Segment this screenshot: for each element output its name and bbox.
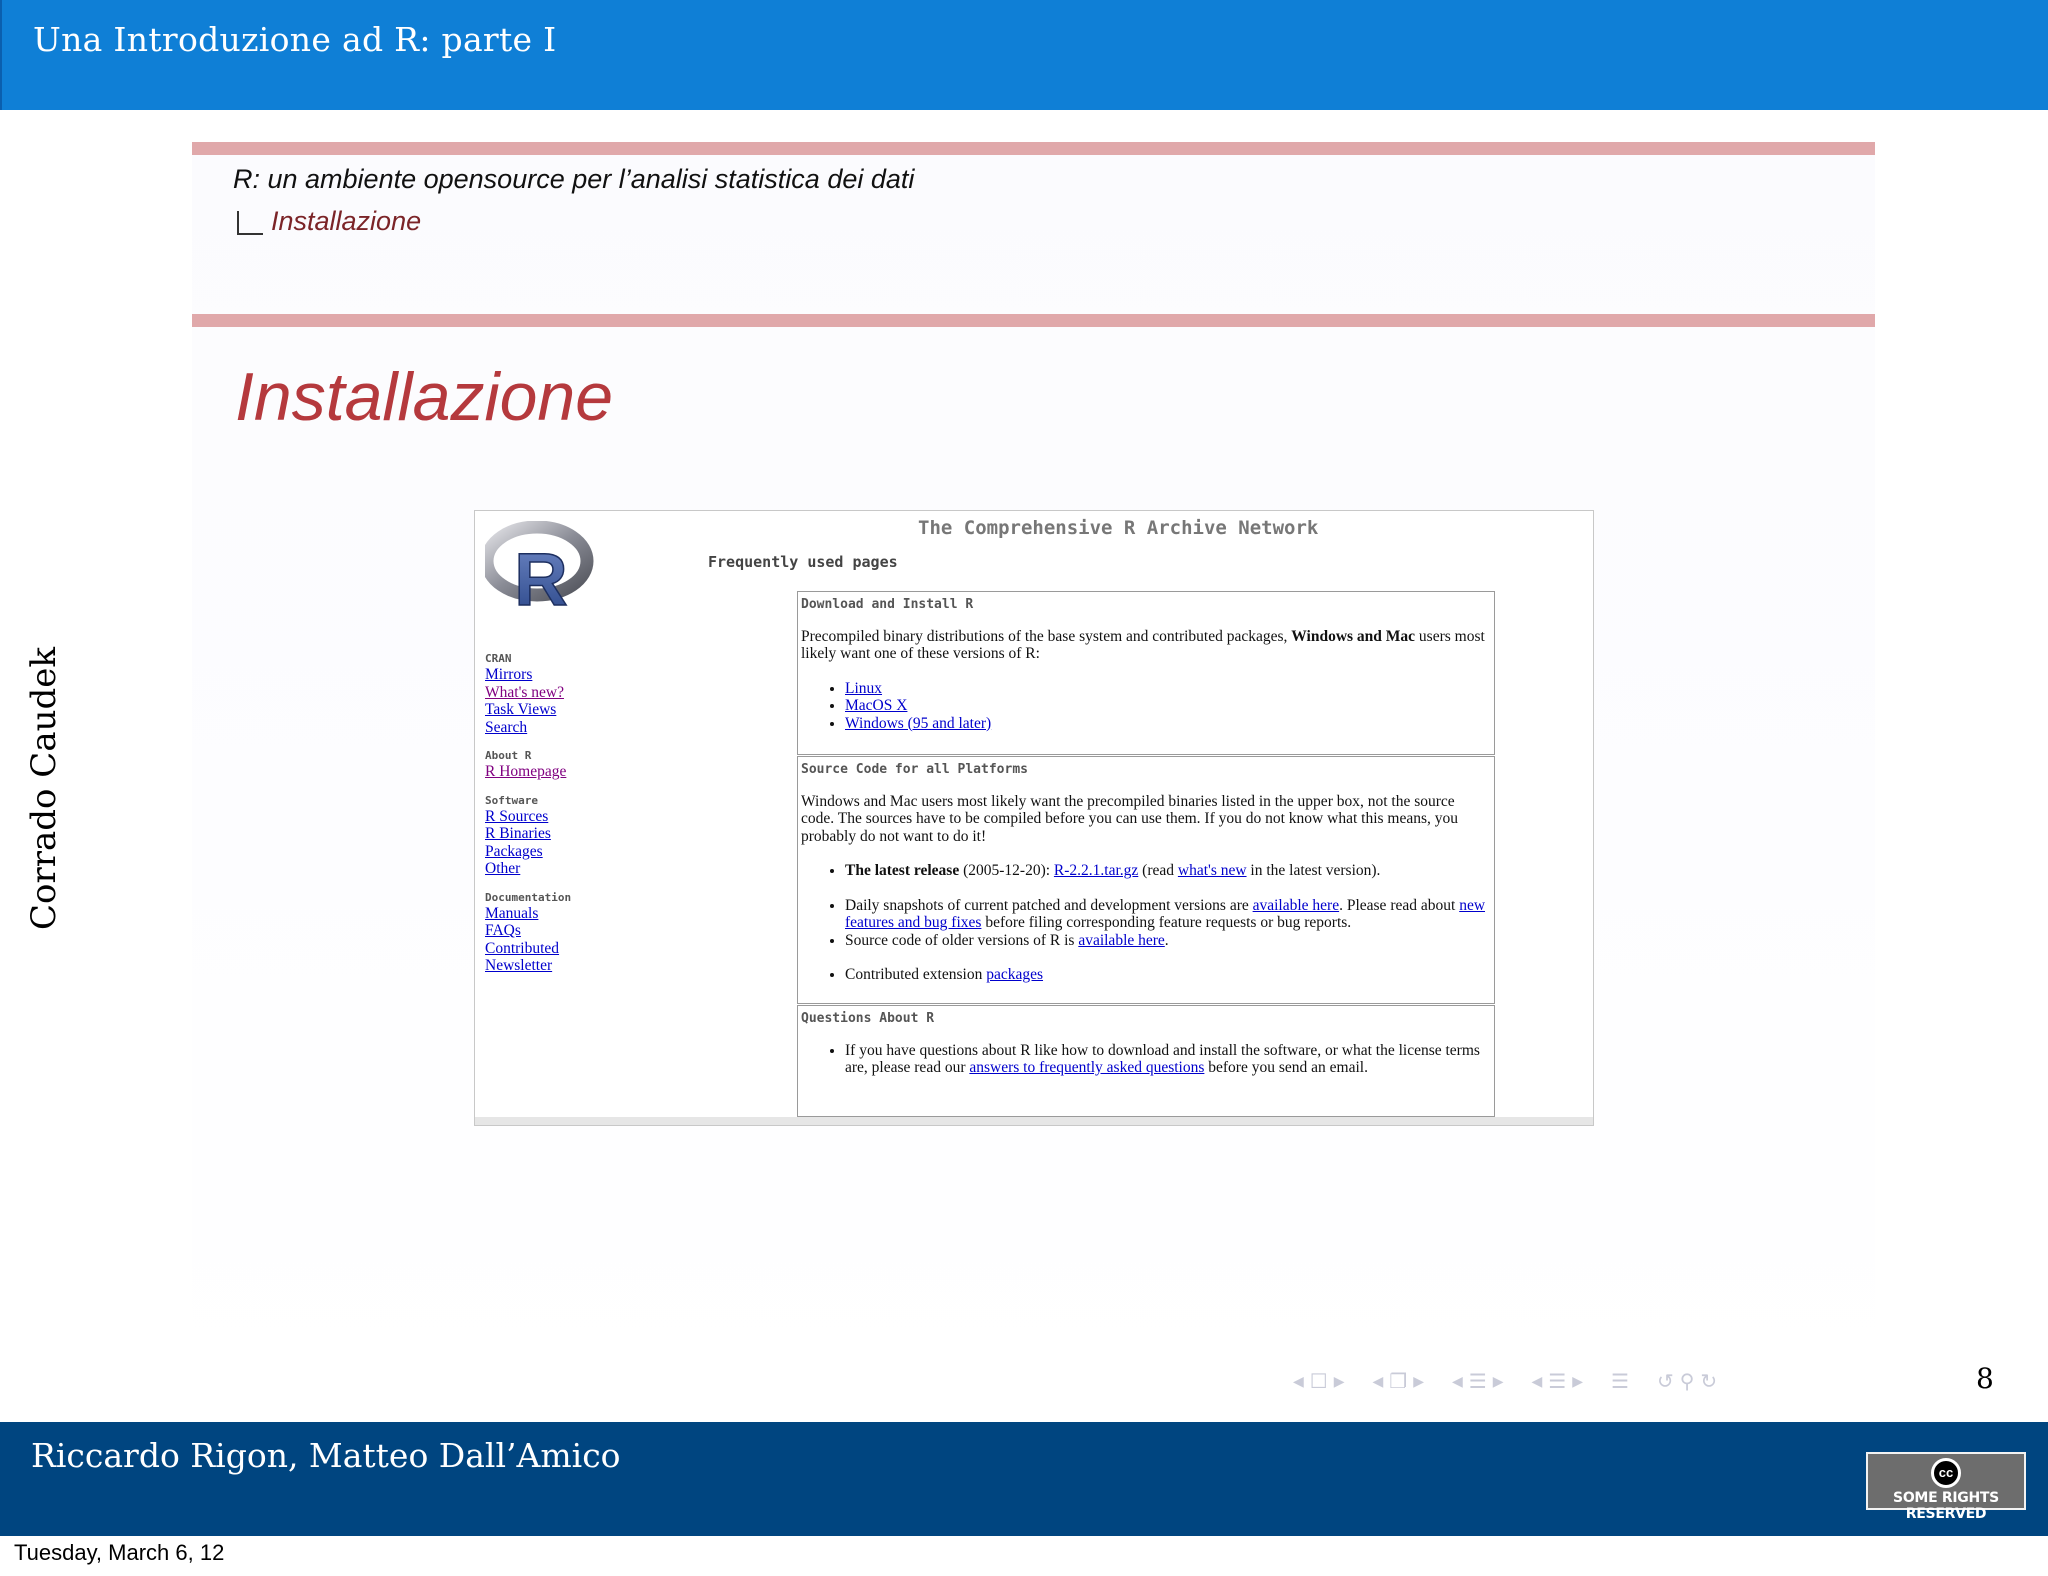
new-features-link[interactable]: new features and bug fixes [845,896,1486,931]
forward-icon[interactable]: ↻ [1700,1370,1718,1393]
download-list [801,680,1491,733]
nav-link-task-views[interactable]: Task Views [485,701,557,718]
frame-icon[interactable]: ☐ [1309,1370,1328,1393]
questions-list [801,1042,1491,1077]
breadcrumb-connector-icon [237,211,263,235]
breadcrumb-section: R: un ambiente opensource per l’analisi statistica dei dati [233,164,915,194]
nav-search-group[interactable] [1654,1369,1720,1394]
nav-link-mirrors[interactable]: Mirrors [485,666,533,683]
screenshot-scrollbar [475,1117,1593,1125]
cran-screenshot [474,510,1594,1126]
breadcrumb-top-divider [192,142,1875,155]
nav-header-documentation: Documentation [485,890,572,904]
slide-title: Installazione [235,359,614,435]
sidebar-author: Corrado Caudek [24,647,64,930]
r-logo-icon [485,521,595,613]
nav-section-group[interactable] [1449,1369,1507,1394]
nav-header-software: Software [485,793,538,807]
nav-header-cran: CRAN [485,652,512,665]
download-header: Download and Install R [801,597,974,612]
nav-link-faqs[interactable]: FAQs [485,922,521,939]
contributed-packages-link[interactable]: packages [986,966,1044,983]
cc-icon: cc [1931,1458,1961,1488]
list-item [845,715,1491,733]
latest-release-link[interactable]: R-2.2.1.tar.gz [1053,862,1139,879]
breadcrumb-bottom-divider [192,314,1875,327]
nav-link-r-binaries[interactable]: R Binaries [485,825,551,842]
whats-new-link[interactable]: what's new [1177,862,1247,879]
source-intro: Windows and Mac users most likely want the precompiled binaries listed in the upper box, not the source code. The sources have to be compiled before you can use them. If you do not know what this means, you probably do not want to do it! [801,792,1459,845]
section-icon[interactable]: ☰ [1468,1370,1487,1393]
nav-link-manuals[interactable]: Manuals [485,904,539,922]
source-list [801,862,1491,984]
nav-link-packages[interactable]: Packages [485,842,543,860]
search-icon[interactable]: ⚲ [1679,1370,1695,1393]
arrow-right-icon[interactable]: ▶ [1413,1372,1424,1389]
nav-link-contributed[interactable]: Contributed [485,939,560,957]
daily-snapshots-link[interactable]: available here [1252,896,1340,914]
nav-link-whats-new[interactable]: What's new? [485,683,564,701]
breadcrumb-subsection: Installazione [237,206,421,237]
arrow-right-icon[interactable]: ▶ [1333,1372,1345,1389]
frequently-used-heading: Frequently used pages [708,553,898,571]
list-item: • Daily snapshots of current patched and development versions are available here. Please read about new features and bug fixes before filing corresponding feature requests or bug reports. [845,897,1491,932]
cc-license-badge[interactable] [1866,1452,2026,1522]
list-item [845,697,1491,715]
license-text: SOME RIGHTS RESERVED [1893,1490,1999,1522]
list-item [845,680,1491,698]
part-icon[interactable]: ☰ [1548,1370,1567,1393]
faq-link[interactable]: answers to frequently asked questions [969,1059,1205,1076]
presentation-title: Una Introduzione ad R: parte I [33,20,557,59]
download-text: Precompiled binary distributions of the base system and contributed packages, Windows and Mac users most likely want one of these versions of R: [801,627,1485,662]
download-box [797,591,1495,755]
older-versions-link[interactable]: available here [1078,931,1165,949]
nav-doc-group[interactable] [1608,1369,1632,1394]
source-box [797,756,1495,1004]
nav-link-search[interactable]: Search [485,718,528,736]
svg-text:R: R [514,538,568,613]
questions-box [797,1005,1495,1117]
cran-title: The Comprehensive R Archive Network [918,517,1319,539]
nav-link-other[interactable]: Other [485,860,521,877]
list-item: • Contributed extension packages [845,966,1491,984]
nav-link-r-sources[interactable]: R Sources [485,807,549,825]
arrow-left-icon[interactable]: ◀ [1531,1372,1543,1389]
list-item: • The latest release (2005-12-20): R-2.2.1.tar.gz (read what's new in the latest version). [845,862,1491,880]
nav-part-group[interactable] [1529,1369,1587,1394]
download-link-windows[interactable]: Windows (95 and later) [845,714,992,732]
questions-header: Questions About R [801,1011,935,1026]
page-number: 8 [1976,1362,1994,1395]
beamer-navigation [1290,1366,1742,1396]
arrow-right-icon[interactable]: ▶ [1492,1372,1504,1389]
arrow-right-icon[interactable]: ▶ [1572,1372,1583,1389]
cran-nav [485,651,645,975]
date-stamp: Tuesday, March 6, 12 [14,1540,225,1565]
nav-subsection-group[interactable] [1370,1369,1428,1394]
nav-link-r-homepage[interactable]: R Homepage [485,763,567,780]
list-item: • Source code of older versions of R is available here. [845,932,1491,950]
subsection-icon[interactable]: ❐ [1389,1370,1408,1393]
footer-authors: Riccardo Rigon, Matteo Dall’Amico [31,1436,621,1475]
arrow-left-icon[interactable]: ◀ [1452,1372,1463,1389]
list-item: • If you have questions about R like how to download and install the software, or what the license terms are, please read our answers to frequently asked questions before you send an email. [845,1042,1491,1077]
arrow-left-icon[interactable]: ◀ [1372,1372,1384,1389]
document-icon[interactable]: ☰ [1611,1370,1629,1393]
nav-link-newsletter[interactable]: Newsletter [485,957,553,974]
nav-frame-group[interactable] [1290,1369,1348,1394]
source-header: Source Code for all Platforms [801,762,1028,777]
back-icon[interactable]: ↺ [1656,1370,1674,1393]
download-link-linux[interactable]: Linux [845,679,883,697]
arrow-left-icon[interactable]: ◀ [1293,1372,1304,1389]
header-bar [0,0,2048,110]
download-link-macos[interactable]: MacOS X [845,697,908,714]
nav-header-about: About R [485,749,532,762]
